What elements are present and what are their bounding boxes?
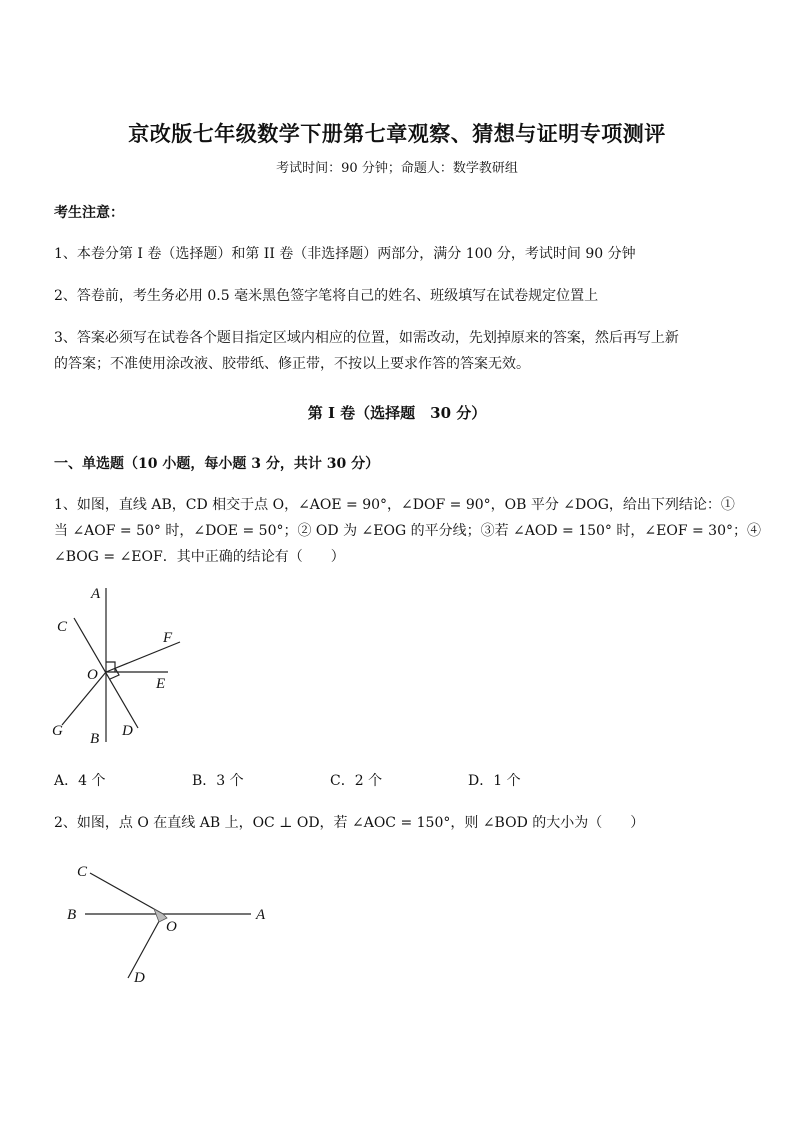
label-e: E bbox=[156, 676, 166, 692]
q2-text: 2、如图，点 O 在直线 AB 上，OC ⊥ OD，若 ∠AOC = 150°，则 ∠BOD 的大小为（ ） bbox=[54, 815, 645, 831]
q1-figure bbox=[40, 580, 210, 750]
label-d: D bbox=[134, 970, 145, 986]
part-heading: 一、单选题（10 小题，每小题 3 分，共计 30 分） bbox=[54, 456, 380, 472]
section-title: 第 I 卷（选择题 30 分） bbox=[307, 404, 487, 422]
notice-item-3: 3、答案必须写在试卷各个题目指定区域内相应的位置，如需改动，先划掉原来的答案，然后再写上新 bbox=[54, 330, 679, 346]
label-b: B bbox=[67, 907, 77, 923]
ray-og bbox=[62, 672, 106, 725]
q1-option-b[interactable]: B．3 个 bbox=[192, 773, 244, 789]
label-d: D bbox=[122, 723, 133, 739]
label-b: B bbox=[90, 731, 100, 747]
label-c: C bbox=[57, 619, 68, 635]
label-a: A bbox=[256, 907, 266, 923]
ray-od bbox=[128, 914, 163, 978]
q1-text-line-2: 当 ∠AOF = 50° 时，∠DOE = 50°；② OD 为 ∠EOG 的平分线；③若 ∠AOD = 150° 时，∠EOF = 30°；④ bbox=[54, 523, 761, 539]
page-title: 京改版七年级数学下册第七章观察、猜想与证明专项测评 bbox=[128, 121, 666, 146]
ray-of bbox=[106, 642, 180, 672]
label-f: F bbox=[163, 630, 173, 646]
q1-option-c[interactable]: C．2 个 bbox=[330, 773, 383, 789]
label-a: A bbox=[91, 586, 101, 602]
label-c: C bbox=[77, 864, 88, 880]
q1-text-line-1: 1、如图，直线 AB，CD 相交于点 O，∠AOE = 90°，∠DOF = 90°，OB 平分 ∠DOG，给出下列结论：① bbox=[54, 497, 735, 513]
notice-item-1: 1、本卷分第 I 卷（选择题）和第 II 卷（非选择题）两部分，满分 100 分，考试时间 90 分钟 bbox=[54, 246, 636, 262]
q1-text-line-3: ∠BOG = ∠EOF．其中正确的结论有（ ） bbox=[54, 549, 345, 565]
q2-figure bbox=[55, 850, 285, 1000]
label-o: O bbox=[87, 667, 98, 683]
label-g: G bbox=[52, 723, 63, 739]
label-o: O bbox=[166, 919, 177, 935]
ray-oc bbox=[90, 873, 163, 914]
q1-option-d[interactable]: D．1 个 bbox=[468, 773, 521, 789]
notice-heading: 考生注意： bbox=[54, 205, 124, 221]
notice-item-3-continued: 的答案；不准使用涂改液、胶带纸、修正带，不按以上要求作答的答案无效。 bbox=[54, 356, 530, 372]
notice-item-2: 2、答卷前，考生务必用 0.5 毫米黑色签字笔将自己的姓名、班级填写在试卷规定位置上 bbox=[54, 288, 599, 304]
q1-option-a[interactable]: A．4 个 bbox=[54, 773, 106, 789]
exam-subtitle: 考试时间：90 分钟；命题人：数学教研组 bbox=[276, 161, 518, 176]
